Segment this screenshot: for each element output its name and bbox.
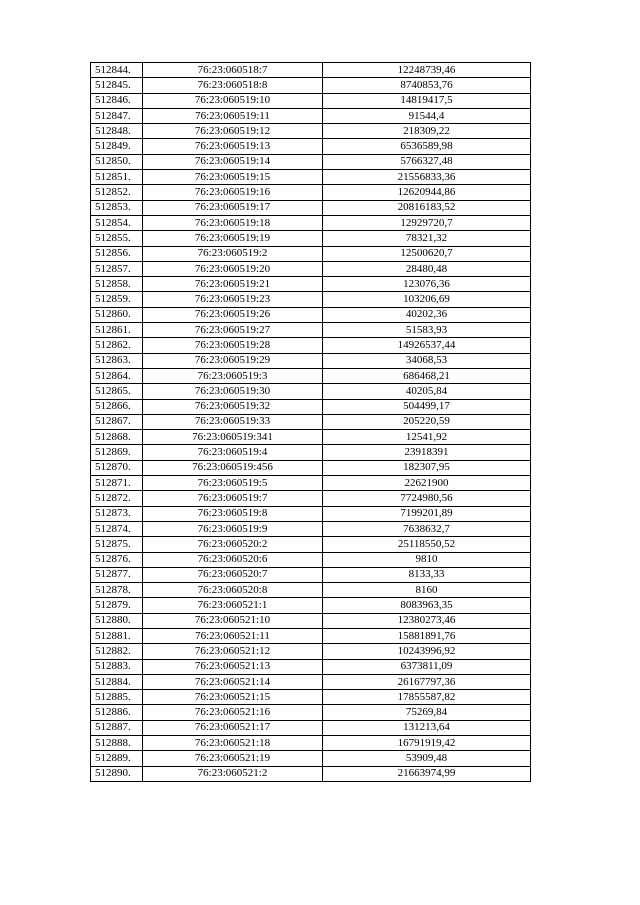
cadastral-number-cell: 76:23:060521:12 — [143, 644, 323, 659]
table-row — [91, 292, 531, 307]
table-row — [91, 720, 531, 735]
table-row — [91, 736, 531, 751]
cadastral-number-cell: 76:23:060521:10 — [143, 613, 323, 628]
cadastral-number-cell: 76:23:060519:26 — [143, 307, 323, 322]
value-cell: 91544,4 — [323, 108, 531, 123]
table-row — [91, 751, 531, 766]
row-number-cell: 512890. — [91, 766, 143, 781]
value-cell: 7638632,7 — [323, 521, 531, 536]
cadastral-number-cell: 76:23:060519:33 — [143, 414, 323, 429]
value-cell: 17855587,82 — [323, 690, 531, 705]
value-cell: 686468,21 — [323, 368, 531, 383]
cadastral-number-cell: 76:23:060519:17 — [143, 200, 323, 215]
table-row — [91, 628, 531, 643]
cadastral-number-cell: 76:23:060519:21 — [143, 277, 323, 292]
row-number-cell: 512877. — [91, 567, 143, 582]
row-number-cell: 512871. — [91, 476, 143, 491]
value-cell: 10243996,92 — [323, 644, 531, 659]
row-number-cell: 512864. — [91, 368, 143, 383]
cadastral-number-cell: 76:23:060519:11 — [143, 108, 323, 123]
table-row — [91, 384, 531, 399]
cadastral-number-cell: 76:23:060519:9 — [143, 521, 323, 536]
value-cell: 12248739,46 — [323, 63, 531, 78]
value-cell: 16791919,42 — [323, 736, 531, 751]
table-row — [91, 521, 531, 536]
row-number-cell: 512873. — [91, 506, 143, 521]
row-number-cell: 512885. — [91, 690, 143, 705]
table-row — [91, 323, 531, 338]
cadastral-number-cell: 76:23:060519:32 — [143, 399, 323, 414]
value-cell: 12541,92 — [323, 430, 531, 445]
table-row — [91, 766, 531, 781]
table-row — [91, 185, 531, 200]
table-row — [91, 399, 531, 414]
value-cell: 205220,59 — [323, 414, 531, 429]
cadastral-number-cell: 76:23:060521:18 — [143, 736, 323, 751]
value-cell: 6373811,09 — [323, 659, 531, 674]
row-number-cell: 512856. — [91, 246, 143, 261]
value-cell: 75269,84 — [323, 705, 531, 720]
row-number-cell: 512888. — [91, 736, 143, 751]
row-number-cell: 512849. — [91, 139, 143, 154]
row-number-cell: 512857. — [91, 261, 143, 276]
row-number-cell: 512863. — [91, 353, 143, 368]
table-row — [91, 93, 531, 108]
row-number-cell: 512886. — [91, 705, 143, 720]
cadastral-number-cell: 76:23:060518:7 — [143, 63, 323, 78]
row-number-cell: 512866. — [91, 399, 143, 414]
cadastral-number-cell: 76:23:060519:27 — [143, 323, 323, 338]
row-number-cell: 512844. — [91, 63, 143, 78]
value-cell: 5766327,48 — [323, 154, 531, 169]
table-row — [91, 215, 531, 230]
value-cell: 8083963,35 — [323, 598, 531, 613]
row-number-cell: 512870. — [91, 460, 143, 475]
value-cell: 26167797,36 — [323, 674, 531, 689]
cadastral-number-cell: 76:23:060519:3 — [143, 368, 323, 383]
cadastral-number-cell: 76:23:060519:16 — [143, 185, 323, 200]
cadastral-number-cell: 76:23:060519:8 — [143, 506, 323, 521]
value-cell: 131213,64 — [323, 720, 531, 735]
table-row — [91, 277, 531, 292]
row-number-cell: 512868. — [91, 430, 143, 445]
cadastral-number-cell: 76:23:060519:341 — [143, 430, 323, 445]
table-row — [91, 583, 531, 598]
row-number-cell: 512845. — [91, 78, 143, 93]
value-cell: 504499,17 — [323, 399, 531, 414]
value-cell: 28480,48 — [323, 261, 531, 276]
value-cell: 8133,33 — [323, 567, 531, 582]
table-row — [91, 674, 531, 689]
table-row — [91, 414, 531, 429]
value-cell: 7724980,56 — [323, 491, 531, 506]
row-number-cell: 512876. — [91, 552, 143, 567]
table-row — [91, 139, 531, 154]
row-number-cell: 512882. — [91, 644, 143, 659]
cadastral-number-cell: 76:23:060519:7 — [143, 491, 323, 506]
value-cell: 8740853,76 — [323, 78, 531, 93]
table-row — [91, 644, 531, 659]
value-cell: 7199201,89 — [323, 506, 531, 521]
table-row — [91, 476, 531, 491]
row-number-cell: 512881. — [91, 628, 143, 643]
table-row — [91, 659, 531, 674]
value-cell: 20816183,52 — [323, 200, 531, 215]
value-cell: 182307,95 — [323, 460, 531, 475]
table-row — [91, 338, 531, 353]
value-cell: 12500620,7 — [323, 246, 531, 261]
table-row — [91, 506, 531, 521]
table-row — [91, 78, 531, 93]
value-cell: 23918391 — [323, 445, 531, 460]
table-row — [91, 108, 531, 123]
value-cell: 6536589,98 — [323, 139, 531, 154]
cadastral-number-cell: 76:23:060521:2 — [143, 766, 323, 781]
table-row — [91, 246, 531, 261]
value-cell: 218309,22 — [323, 124, 531, 139]
value-cell: 14926537,44 — [323, 338, 531, 353]
cadastral-number-cell: 76:23:060520:6 — [143, 552, 323, 567]
value-cell: 14819417,5 — [323, 93, 531, 108]
value-cell: 12380273,46 — [323, 613, 531, 628]
row-number-cell: 512859. — [91, 292, 143, 307]
cadastral-number-cell: 76:23:060521:14 — [143, 674, 323, 689]
table-row — [91, 353, 531, 368]
value-cell: 40205,84 — [323, 384, 531, 399]
value-cell: 12929720,7 — [323, 215, 531, 230]
value-cell: 25118550,52 — [323, 537, 531, 552]
cadastral-number-cell: 76:23:060519:456 — [143, 460, 323, 475]
cadastral-number-cell: 76:23:060521:15 — [143, 690, 323, 705]
value-cell: 78321,32 — [323, 231, 531, 246]
cadastral-number-cell: 76:23:060521:11 — [143, 628, 323, 643]
value-cell: 123076,36 — [323, 277, 531, 292]
cadastral-number-cell: 76:23:060519:10 — [143, 93, 323, 108]
row-number-cell: 512850. — [91, 154, 143, 169]
cadastral-number-cell: 76:23:060519:29 — [143, 353, 323, 368]
table-row — [91, 430, 531, 445]
row-number-cell: 512872. — [91, 491, 143, 506]
row-number-cell: 512858. — [91, 277, 143, 292]
table-row — [91, 567, 531, 582]
table-row — [91, 200, 531, 215]
row-number-cell: 512878. — [91, 583, 143, 598]
table-row — [91, 598, 531, 613]
value-cell: 21663974,99 — [323, 766, 531, 781]
cadastral-number-cell: 76:23:060519:2 — [143, 246, 323, 261]
row-number-cell: 512869. — [91, 445, 143, 460]
table-row — [91, 690, 531, 705]
cadastral-number-cell: 76:23:060520:7 — [143, 567, 323, 582]
cadastral-number-cell: 76:23:060519:14 — [143, 154, 323, 169]
row-number-cell: 512874. — [91, 521, 143, 536]
cadastral-number-cell: 76:23:060519:19 — [143, 231, 323, 246]
cadastral-number-cell: 76:23:060519:18 — [143, 215, 323, 230]
value-cell: 103206,69 — [323, 292, 531, 307]
row-number-cell: 512855. — [91, 231, 143, 246]
row-number-cell: 512853. — [91, 200, 143, 215]
row-number-cell: 512884. — [91, 674, 143, 689]
row-number-cell: 512889. — [91, 751, 143, 766]
row-number-cell: 512883. — [91, 659, 143, 674]
row-number-cell: 512879. — [91, 598, 143, 613]
table-row — [91, 491, 531, 506]
cadastral-number-cell: 76:23:060518:8 — [143, 78, 323, 93]
cadastral-number-cell: 76:23:060521:19 — [143, 751, 323, 766]
cadastral-number-cell: 76:23:060520:8 — [143, 583, 323, 598]
table-row — [91, 170, 531, 185]
table-row — [91, 231, 531, 246]
table-row — [91, 307, 531, 322]
row-number-cell: 512865. — [91, 384, 143, 399]
cadastral-number-cell: 76:23:060521:13 — [143, 659, 323, 674]
table-row — [91, 124, 531, 139]
row-number-cell: 512887. — [91, 720, 143, 735]
row-number-cell: 512848. — [91, 124, 143, 139]
row-number-cell: 512861. — [91, 323, 143, 338]
cadastral-value-table — [90, 62, 531, 782]
value-cell: 22621900 — [323, 476, 531, 491]
value-cell: 21556833,36 — [323, 170, 531, 185]
cadastral-number-cell: 76:23:060519:5 — [143, 476, 323, 491]
cadastral-number-cell: 76:23:060521:1 — [143, 598, 323, 613]
row-number-cell: 512867. — [91, 414, 143, 429]
value-cell: 9810 — [323, 552, 531, 567]
row-number-cell: 512880. — [91, 613, 143, 628]
table-row — [91, 261, 531, 276]
cadastral-number-cell: 76:23:060519:23 — [143, 292, 323, 307]
cadastral-number-cell: 76:23:060519:15 — [143, 170, 323, 185]
table-body — [91, 63, 531, 782]
table-row — [91, 552, 531, 567]
row-number-cell: 512847. — [91, 108, 143, 123]
cadastral-number-cell: 76:23:060519:30 — [143, 384, 323, 399]
row-number-cell: 512851. — [91, 170, 143, 185]
cadastral-number-cell: 76:23:060519:12 — [143, 124, 323, 139]
cadastral-number-cell: 76:23:060520:2 — [143, 537, 323, 552]
table-row — [91, 445, 531, 460]
value-cell: 51583,93 — [323, 323, 531, 338]
cadastral-number-cell: 76:23:060519:20 — [143, 261, 323, 276]
row-number-cell: 512852. — [91, 185, 143, 200]
cadastral-number-cell: 76:23:060519:13 — [143, 139, 323, 154]
value-cell: 40202,36 — [323, 307, 531, 322]
row-number-cell: 512862. — [91, 338, 143, 353]
table-row — [91, 368, 531, 383]
table-row — [91, 537, 531, 552]
table-row — [91, 460, 531, 475]
value-cell: 8160 — [323, 583, 531, 598]
table-row — [91, 705, 531, 720]
table-row — [91, 154, 531, 169]
row-number-cell: 512860. — [91, 307, 143, 322]
value-cell: 12620944,86 — [323, 185, 531, 200]
table-row — [91, 63, 531, 78]
cadastral-number-cell: 76:23:060521:16 — [143, 705, 323, 720]
value-cell: 15881891,76 — [323, 628, 531, 643]
cadastral-number-cell: 76:23:060519:28 — [143, 338, 323, 353]
row-number-cell: 512854. — [91, 215, 143, 230]
table-row — [91, 613, 531, 628]
row-number-cell: 512846. — [91, 93, 143, 108]
value-cell: 53909,48 — [323, 751, 531, 766]
cadastral-number-cell: 76:23:060521:17 — [143, 720, 323, 735]
row-number-cell: 512875. — [91, 537, 143, 552]
value-cell: 34068,53 — [323, 353, 531, 368]
cadastral-number-cell: 76:23:060519:4 — [143, 445, 323, 460]
